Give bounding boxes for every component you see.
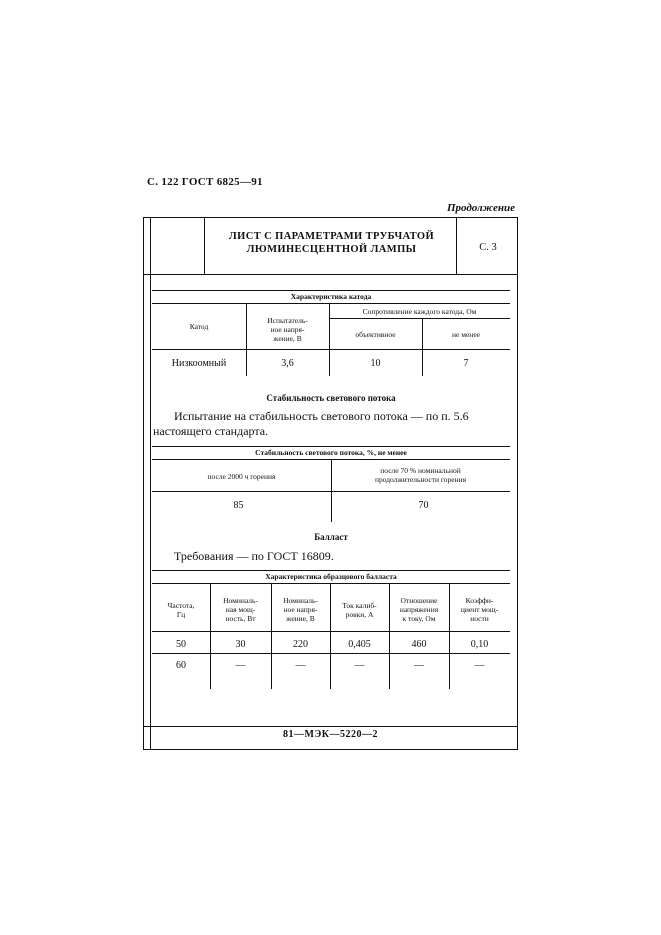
table-row-cell: 60 [176, 660, 186, 671]
col-cathode: Катод [189, 322, 209, 331]
table-row-cell: 0,10 [470, 639, 489, 650]
cell-after-70pct: 70 [418, 500, 429, 511]
cathode-table-caption: Характеристика катода [290, 292, 372, 301]
inner-left-border [150, 217, 151, 750]
ballast-paragraph: Требования — по ГОСТ 16809. [174, 549, 334, 563]
col-ratio-l2: напряжения [399, 605, 439, 614]
col-calibration-current [330, 601, 389, 619]
ballast-caption-rule [152, 583, 510, 584]
title-right-divider [456, 217, 457, 274]
table-row-cell: 460 [411, 639, 427, 650]
continuation-label: Продолжение [446, 202, 515, 214]
stability-paragraph-line2: настоящего стандарта. [153, 424, 269, 438]
col-calibration-current-l2: ровки, А [345, 610, 374, 619]
ballast-heading: Балласт [314, 532, 348, 542]
ballast-header-bottom [152, 631, 510, 632]
cell-objective: 10 [370, 358, 381, 369]
cathode-table-top [152, 290, 510, 291]
sheet-page-number: С. 3 [479, 242, 497, 253]
col-min: не менее [452, 330, 480, 339]
col-ratio-l3: к току, Ом [402, 614, 436, 623]
col-rated-voltage-l1: Номиналь- [283, 596, 318, 605]
cathode-subheader-rule [329, 318, 510, 319]
table-row-cell: 30 [235, 639, 246, 650]
col-test-voltage-l2: ное напря- [270, 325, 305, 334]
col-power-factor-l1: Коэффи- [465, 596, 494, 605]
col-frequency-l1: Частота, [167, 601, 195, 610]
title-block-bottom [143, 274, 518, 275]
col-power-factor-l3: ности [470, 614, 489, 623]
col-after-2000h: после 2000 ч горения [207, 472, 276, 481]
title-left-divider [204, 217, 205, 274]
cell-after-2000h: 85 [233, 500, 244, 511]
stability-table-caption: Стабильность светового потока, %, не менее [255, 448, 407, 457]
col-power-factor [449, 596, 510, 623]
sheet-title-line1: ЛИСТ С ПАРАМЕТРАМИ ТРУБЧАТОЙ [228, 231, 435, 242]
stability-header-bottom [152, 491, 510, 492]
stability-table-top [152, 446, 510, 447]
cell-min: 7 [463, 358, 469, 369]
col-power-factor-l2: циент мощ- [460, 605, 499, 614]
col-rated-power-l2: ная мощ- [225, 605, 256, 614]
col-ratio-l1: Отношение [400, 596, 438, 605]
cathode-header-bottom [152, 349, 510, 350]
col-calibration-current-l1: Ток калиб- [342, 601, 377, 610]
col-after-70pct [331, 466, 510, 484]
col-resistance-group: Сопротивление каждого катода, Ом [362, 307, 477, 316]
sheet-title [207, 230, 456, 256]
col-test-voltage-l1: Испытатель- [267, 316, 308, 325]
ballast-col-divider-3 [330, 583, 331, 689]
col-rated-voltage-l3: жение, В [286, 614, 315, 623]
table-row-cell: — [474, 660, 485, 671]
table-row-cell: — [354, 660, 365, 671]
footer-code: 81—МЭК—5220—2 [283, 729, 378, 740]
col-objective: объективное [355, 330, 396, 339]
col-rated-power [210, 596, 271, 623]
ballast-table-caption: Характеристика образцового балласта [265, 572, 397, 581]
col-rated-voltage-l2: ное напря- [283, 605, 318, 614]
ballast-row1-bottom [152, 653, 510, 654]
table-row-cell: — [295, 660, 306, 671]
table-row-cell: 0,405 [348, 639, 371, 650]
table-row-cell: — [414, 660, 424, 671]
sheet-title-line2: ЛЮМИНЕСЦЕНТНОЙ ЛАМПЫ [246, 244, 417, 255]
cell-test-voltage: 3,6 [281, 358, 294, 369]
col-rated-power-l1: Номиналь- [223, 596, 258, 605]
stability-paragraph-line1: Испытание на стабильность светового потока — по п. 5.6 [174, 409, 469, 423]
cell-cathode-type: Низкоомный [171, 358, 227, 369]
col-frequency [152, 601, 210, 619]
table-row-cell: 50 [176, 639, 186, 650]
table-row-cell: — [235, 660, 246, 671]
col-test-voltage-l3: жение, В [273, 334, 302, 343]
col-rated-voltage [271, 596, 330, 623]
ballast-table-top [152, 570, 510, 571]
cathode-caption-rule [152, 303, 510, 304]
stability-heading: Стабильность светового потока [266, 393, 396, 403]
page-reference: С. 122 ГОСТ 6825—91 [147, 176, 263, 188]
col-voltage-current-ratio [389, 596, 449, 623]
col-rated-power-l3: ность, Вт [225, 614, 256, 623]
col-test-voltage [246, 316, 329, 343]
table-row-cell: 220 [293, 639, 308, 650]
col-after-70pct-l2: продолжительности горения [374, 475, 467, 484]
footer-top-rule [143, 726, 518, 727]
col-after-70pct-l1: после 70 % номинальной [380, 466, 461, 475]
col-frequency-l2: Гц [176, 610, 186, 619]
